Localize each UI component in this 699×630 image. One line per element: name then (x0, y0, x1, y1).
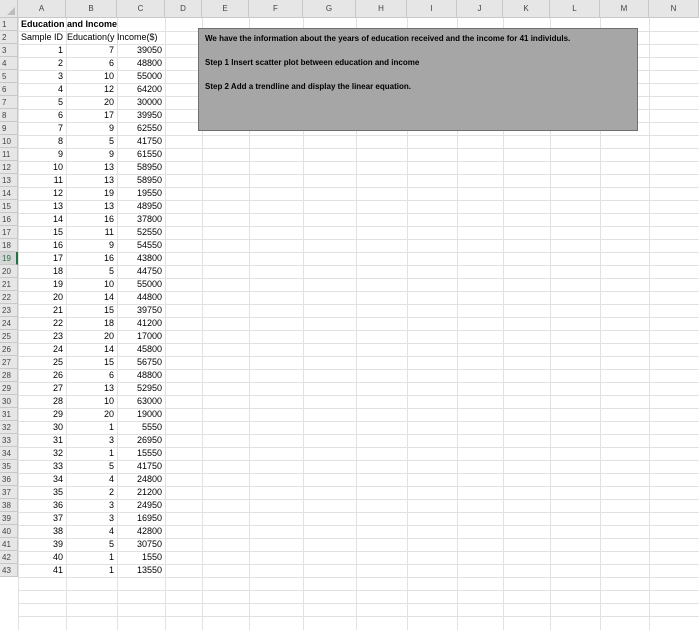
select-all-corner[interactable] (0, 0, 18, 18)
column-header-a[interactable]: A (18, 0, 66, 18)
data-cell[interactable]: 5 (108, 266, 114, 276)
data-cell[interactable]: 64200 (136, 84, 162, 94)
row-header[interactable]: 34 (0, 447, 18, 460)
data-cell[interactable]: 52950 (136, 383, 162, 393)
data-cell[interactable]: 11 (53, 175, 63, 185)
data-cell[interactable]: 3 (57, 71, 63, 81)
data-cell[interactable]: 6 (57, 110, 63, 120)
row-header[interactable]: 14 (0, 187, 18, 200)
data-cell[interactable]: 58950 (136, 175, 162, 185)
data-cell[interactable]: 58950 (136, 162, 162, 172)
row-header[interactable]: 42 (0, 551, 18, 564)
data-cell[interactable]: 13 (52, 201, 63, 211)
data-cell[interactable]: 6 (108, 58, 114, 68)
data-cell[interactable]: 38 (52, 526, 63, 536)
column-header-e[interactable]: E (202, 0, 249, 18)
data-cell[interactable]: 17 (103, 110, 114, 120)
data-cell[interactable]: 12 (52, 188, 63, 198)
data-cell[interactable]: 15550 (136, 448, 162, 458)
data-cell[interactable]: 4 (108, 474, 114, 484)
header-cell-sample-id[interactable]: Sample ID (21, 32, 64, 42)
data-cell[interactable]: 14 (52, 214, 63, 224)
data-cell[interactable]: 19 (52, 279, 63, 289)
row-header[interactable]: 32 (0, 421, 18, 434)
data-cell[interactable]: 42800 (136, 526, 162, 536)
row-header[interactable]: 33 (0, 434, 18, 447)
data-cell[interactable]: 15 (103, 357, 114, 367)
data-cell[interactable]: 45800 (136, 344, 162, 354)
data-cell[interactable]: 30750 (136, 539, 162, 549)
column-header-g[interactable]: G (303, 0, 356, 18)
row-header[interactable]: 12 (0, 161, 18, 174)
row-header[interactable]: 19 (0, 252, 18, 265)
row-header[interactable]: 4 (0, 57, 18, 70)
data-cell[interactable]: 15 (103, 305, 114, 315)
data-cell[interactable]: 39050 (136, 45, 162, 55)
data-cell[interactable]: 16 (103, 253, 114, 263)
data-cell[interactable]: 52550 (136, 227, 162, 237)
data-cell[interactable]: 44750 (136, 266, 162, 276)
data-cell[interactable]: 10 (103, 279, 114, 289)
grid-row-line (18, 590, 699, 591)
select-all-triangle-icon (7, 7, 15, 15)
instruction-line-2: Step 1 Insert scatter plot between education and income (205, 58, 420, 67)
data-cell[interactable]: 62550 (136, 123, 162, 133)
column-header-b[interactable]: B (66, 0, 117, 18)
column-header-d[interactable]: D (165, 0, 202, 18)
data-cell[interactable]: 54550 (136, 240, 162, 250)
data-cell[interactable]: 19000 (136, 409, 162, 419)
data-cell[interactable]: 20 (52, 292, 63, 302)
data-cell[interactable]: 10 (103, 71, 114, 81)
data-cell[interactable]: 35 (52, 487, 63, 497)
column-header-h[interactable]: H (356, 0, 407, 18)
data-cell[interactable]: 34 (52, 474, 63, 484)
row-header[interactable]: 5 (0, 70, 18, 83)
data-cell[interactable]: 61550 (136, 149, 162, 159)
data-cell[interactable]: 20 (103, 331, 114, 341)
row-header[interactable]: 37 (0, 486, 18, 499)
data-cell[interactable]: 15 (52, 227, 63, 237)
row-header[interactable]: 29 (0, 382, 18, 395)
data-cell[interactable]: 48800 (136, 370, 162, 380)
row-header[interactable]: 11 (0, 148, 18, 161)
data-cell[interactable]: 12 (103, 84, 114, 94)
data-cell[interactable]: 19550 (136, 188, 162, 198)
data-cell[interactable]: 29 (52, 409, 63, 419)
data-cell[interactable]: 5550 (141, 422, 162, 432)
data-cell[interactable]: 41750 (136, 461, 162, 471)
row-header[interactable]: 15 (0, 200, 18, 213)
header-cell-income[interactable]: Income($) (117, 32, 158, 42)
data-cell[interactable]: 16950 (136, 513, 162, 523)
row-header[interactable]: 18 (0, 239, 18, 252)
column-header-f[interactable]: F (249, 0, 303, 18)
grid-row-line (18, 577, 699, 578)
data-cell[interactable]: 1550 (141, 552, 162, 562)
row-header[interactable]: 22 (0, 291, 18, 304)
data-cell[interactable]: 39750 (136, 305, 162, 315)
data-cell[interactable]: 55000 (136, 279, 162, 289)
data-cell[interactable]: 2 (108, 487, 114, 497)
data-cell[interactable]: 3 (108, 500, 114, 510)
data-cell[interactable]: 27 (52, 383, 63, 393)
data-cell[interactable]: 9 (108, 240, 114, 250)
row-header[interactable]: 16 (0, 213, 18, 226)
data-cell[interactable]: 39950 (136, 110, 162, 120)
row-header[interactable]: 30 (0, 395, 18, 408)
column-header-k[interactable]: K (503, 0, 550, 18)
data-cell[interactable]: 10 (52, 162, 63, 172)
grid-row-line (18, 616, 699, 617)
row-header[interactable]: 24 (0, 317, 18, 330)
sheet-title-cell[interactable]: Education and Income (21, 19, 118, 29)
data-cell[interactable]: 1 (57, 45, 63, 55)
data-cell[interactable]: 13 (103, 162, 114, 172)
row-header[interactable]: 41 (0, 538, 18, 551)
data-cell[interactable]: 41200 (136, 318, 162, 328)
row-header[interactable]: 3 (0, 44, 18, 57)
data-cell[interactable]: 3 (108, 435, 114, 445)
data-cell[interactable]: 19 (103, 188, 114, 198)
data-cell[interactable]: 9 (57, 149, 63, 159)
data-cell[interactable]: 31 (52, 435, 63, 445)
data-cell[interactable]: 63000 (136, 396, 162, 406)
data-cell[interactable]: 23 (52, 331, 63, 341)
data-cell[interactable]: 26 (52, 370, 63, 380)
data-cell[interactable]: 39 (52, 539, 63, 549)
data-cell[interactable]: 32 (52, 448, 63, 458)
data-cell[interactable]: 8 (57, 136, 63, 146)
row-header[interactable]: 23 (0, 304, 18, 317)
data-cell[interactable]: 1 (108, 552, 114, 562)
data-cell[interactable]: 7 (108, 45, 114, 55)
column-header-n[interactable]: N (649, 0, 699, 18)
data-cell[interactable]: 18 (52, 266, 63, 276)
data-cell[interactable]: 5 (108, 136, 114, 146)
row-header[interactable]: 13 (0, 174, 18, 187)
data-cell[interactable]: 14 (103, 292, 114, 302)
data-cell[interactable]: 40 (52, 552, 63, 562)
row-header[interactable]: 35 (0, 460, 18, 473)
data-cell[interactable]: 48950 (136, 201, 162, 211)
column-header-c[interactable]: C (117, 0, 165, 18)
data-cell[interactable]: 25 (52, 357, 63, 367)
data-cell[interactable]: 17 (52, 253, 63, 263)
column-header-i[interactable]: I (407, 0, 457, 18)
data-cell[interactable]: 24 (52, 344, 63, 354)
data-cell[interactable]: 33 (52, 461, 63, 471)
row-header[interactable]: 8 (0, 109, 18, 122)
data-cell[interactable]: 26950 (136, 435, 162, 445)
data-cell[interactable]: 37800 (136, 214, 162, 224)
row-header[interactable]: 21 (0, 278, 18, 291)
column-header-l[interactable]: L (550, 0, 600, 18)
instructions-textbox[interactable] (198, 28, 638, 131)
data-cell[interactable]: 24800 (136, 474, 162, 484)
instruction-line-1: We have the information about the years of education received and the income for 41 individuls. (205, 34, 571, 43)
data-cell[interactable]: 5 (108, 539, 114, 549)
data-cell[interactable]: 3 (108, 513, 114, 523)
data-cell[interactable]: 55000 (136, 71, 162, 81)
row-header[interactable]: 39 (0, 512, 18, 525)
data-cell[interactable]: 5 (57, 97, 63, 107)
instruction-line-3: Step 2 Add a trendline and display the linear equation. (205, 82, 411, 91)
data-cell[interactable]: 11 (104, 227, 114, 237)
data-cell[interactable]: 2 (57, 58, 63, 68)
data-cell[interactable]: 20 (103, 409, 114, 419)
column-header-m[interactable]: M (600, 0, 649, 18)
row-header[interactable]: 31 (0, 408, 18, 421)
data-cell[interactable]: 41 (52, 565, 63, 575)
data-cell[interactable]: 14 (103, 344, 114, 354)
data-cell[interactable]: 4 (108, 526, 114, 536)
data-cell[interactable]: 43800 (136, 253, 162, 263)
data-cell[interactable]: 13550 (136, 565, 162, 575)
data-cell[interactable]: 48800 (136, 58, 162, 68)
header-cell-education[interactable]: Education(y (67, 32, 115, 42)
row-header[interactable]: 36 (0, 473, 18, 486)
row-header[interactable]: 28 (0, 369, 18, 382)
row-header[interactable]: 38 (0, 499, 18, 512)
data-cell[interactable]: 18 (103, 318, 114, 328)
data-cell[interactable]: 37 (52, 513, 63, 523)
data-cell[interactable]: 30000 (136, 97, 162, 107)
data-cell[interactable]: 44800 (136, 292, 162, 302)
data-cell[interactable]: 56750 (136, 357, 162, 367)
data-cell[interactable]: 36 (52, 500, 63, 510)
row-header[interactable]: 17 (0, 226, 18, 239)
data-cell[interactable]: 9 (108, 149, 114, 159)
row-header[interactable]: 25 (0, 330, 18, 343)
data-cell[interactable]: 16 (103, 214, 114, 224)
row-header[interactable]: 10 (0, 135, 18, 148)
data-cell[interactable]: 21200 (136, 487, 162, 497)
data-cell[interactable]: 16 (52, 240, 63, 250)
data-cell[interactable]: 41750 (136, 136, 162, 146)
data-cell[interactable]: 9 (108, 123, 114, 133)
data-cell[interactable]: 24950 (136, 500, 162, 510)
data-cell[interactable]: 17000 (136, 331, 162, 341)
data-cell[interactable]: 13 (103, 201, 114, 211)
data-cell[interactable]: 10 (103, 396, 114, 406)
row-header[interactable]: 1 (0, 18, 18, 31)
data-cell[interactable]: 20 (103, 97, 114, 107)
data-cell[interactable]: 30 (52, 422, 63, 432)
data-cell[interactable]: 1 (108, 448, 114, 458)
row-header[interactable]: 40 (0, 525, 18, 538)
data-cell[interactable]: 4 (57, 84, 63, 94)
data-cell[interactable]: 28 (52, 396, 63, 406)
row-header[interactable]: 20 (0, 265, 18, 278)
row-header[interactable]: 2 (0, 31, 18, 44)
data-cell[interactable]: 13 (103, 383, 114, 393)
row-header[interactable]: 9 (0, 122, 18, 135)
column-header-j[interactable]: J (457, 0, 503, 18)
row-header[interactable]: 43 (0, 564, 18, 577)
row-header[interactable]: 26 (0, 343, 18, 356)
row-header[interactable]: 7 (0, 96, 18, 109)
data-cell[interactable]: 7 (57, 123, 63, 133)
data-cell[interactable]: 1 (108, 422, 114, 432)
data-cell[interactable]: 22 (52, 318, 63, 328)
data-cell[interactable]: 6 (108, 370, 114, 380)
row-header[interactable]: 27 (0, 356, 18, 369)
grid-row-line (18, 603, 699, 604)
data-cell[interactable]: 1 (108, 565, 114, 575)
row-header[interactable]: 6 (0, 83, 18, 96)
data-cell[interactable]: 5 (108, 461, 114, 471)
data-cell[interactable]: 21 (52, 305, 63, 315)
data-cell[interactable]: 13 (103, 175, 114, 185)
